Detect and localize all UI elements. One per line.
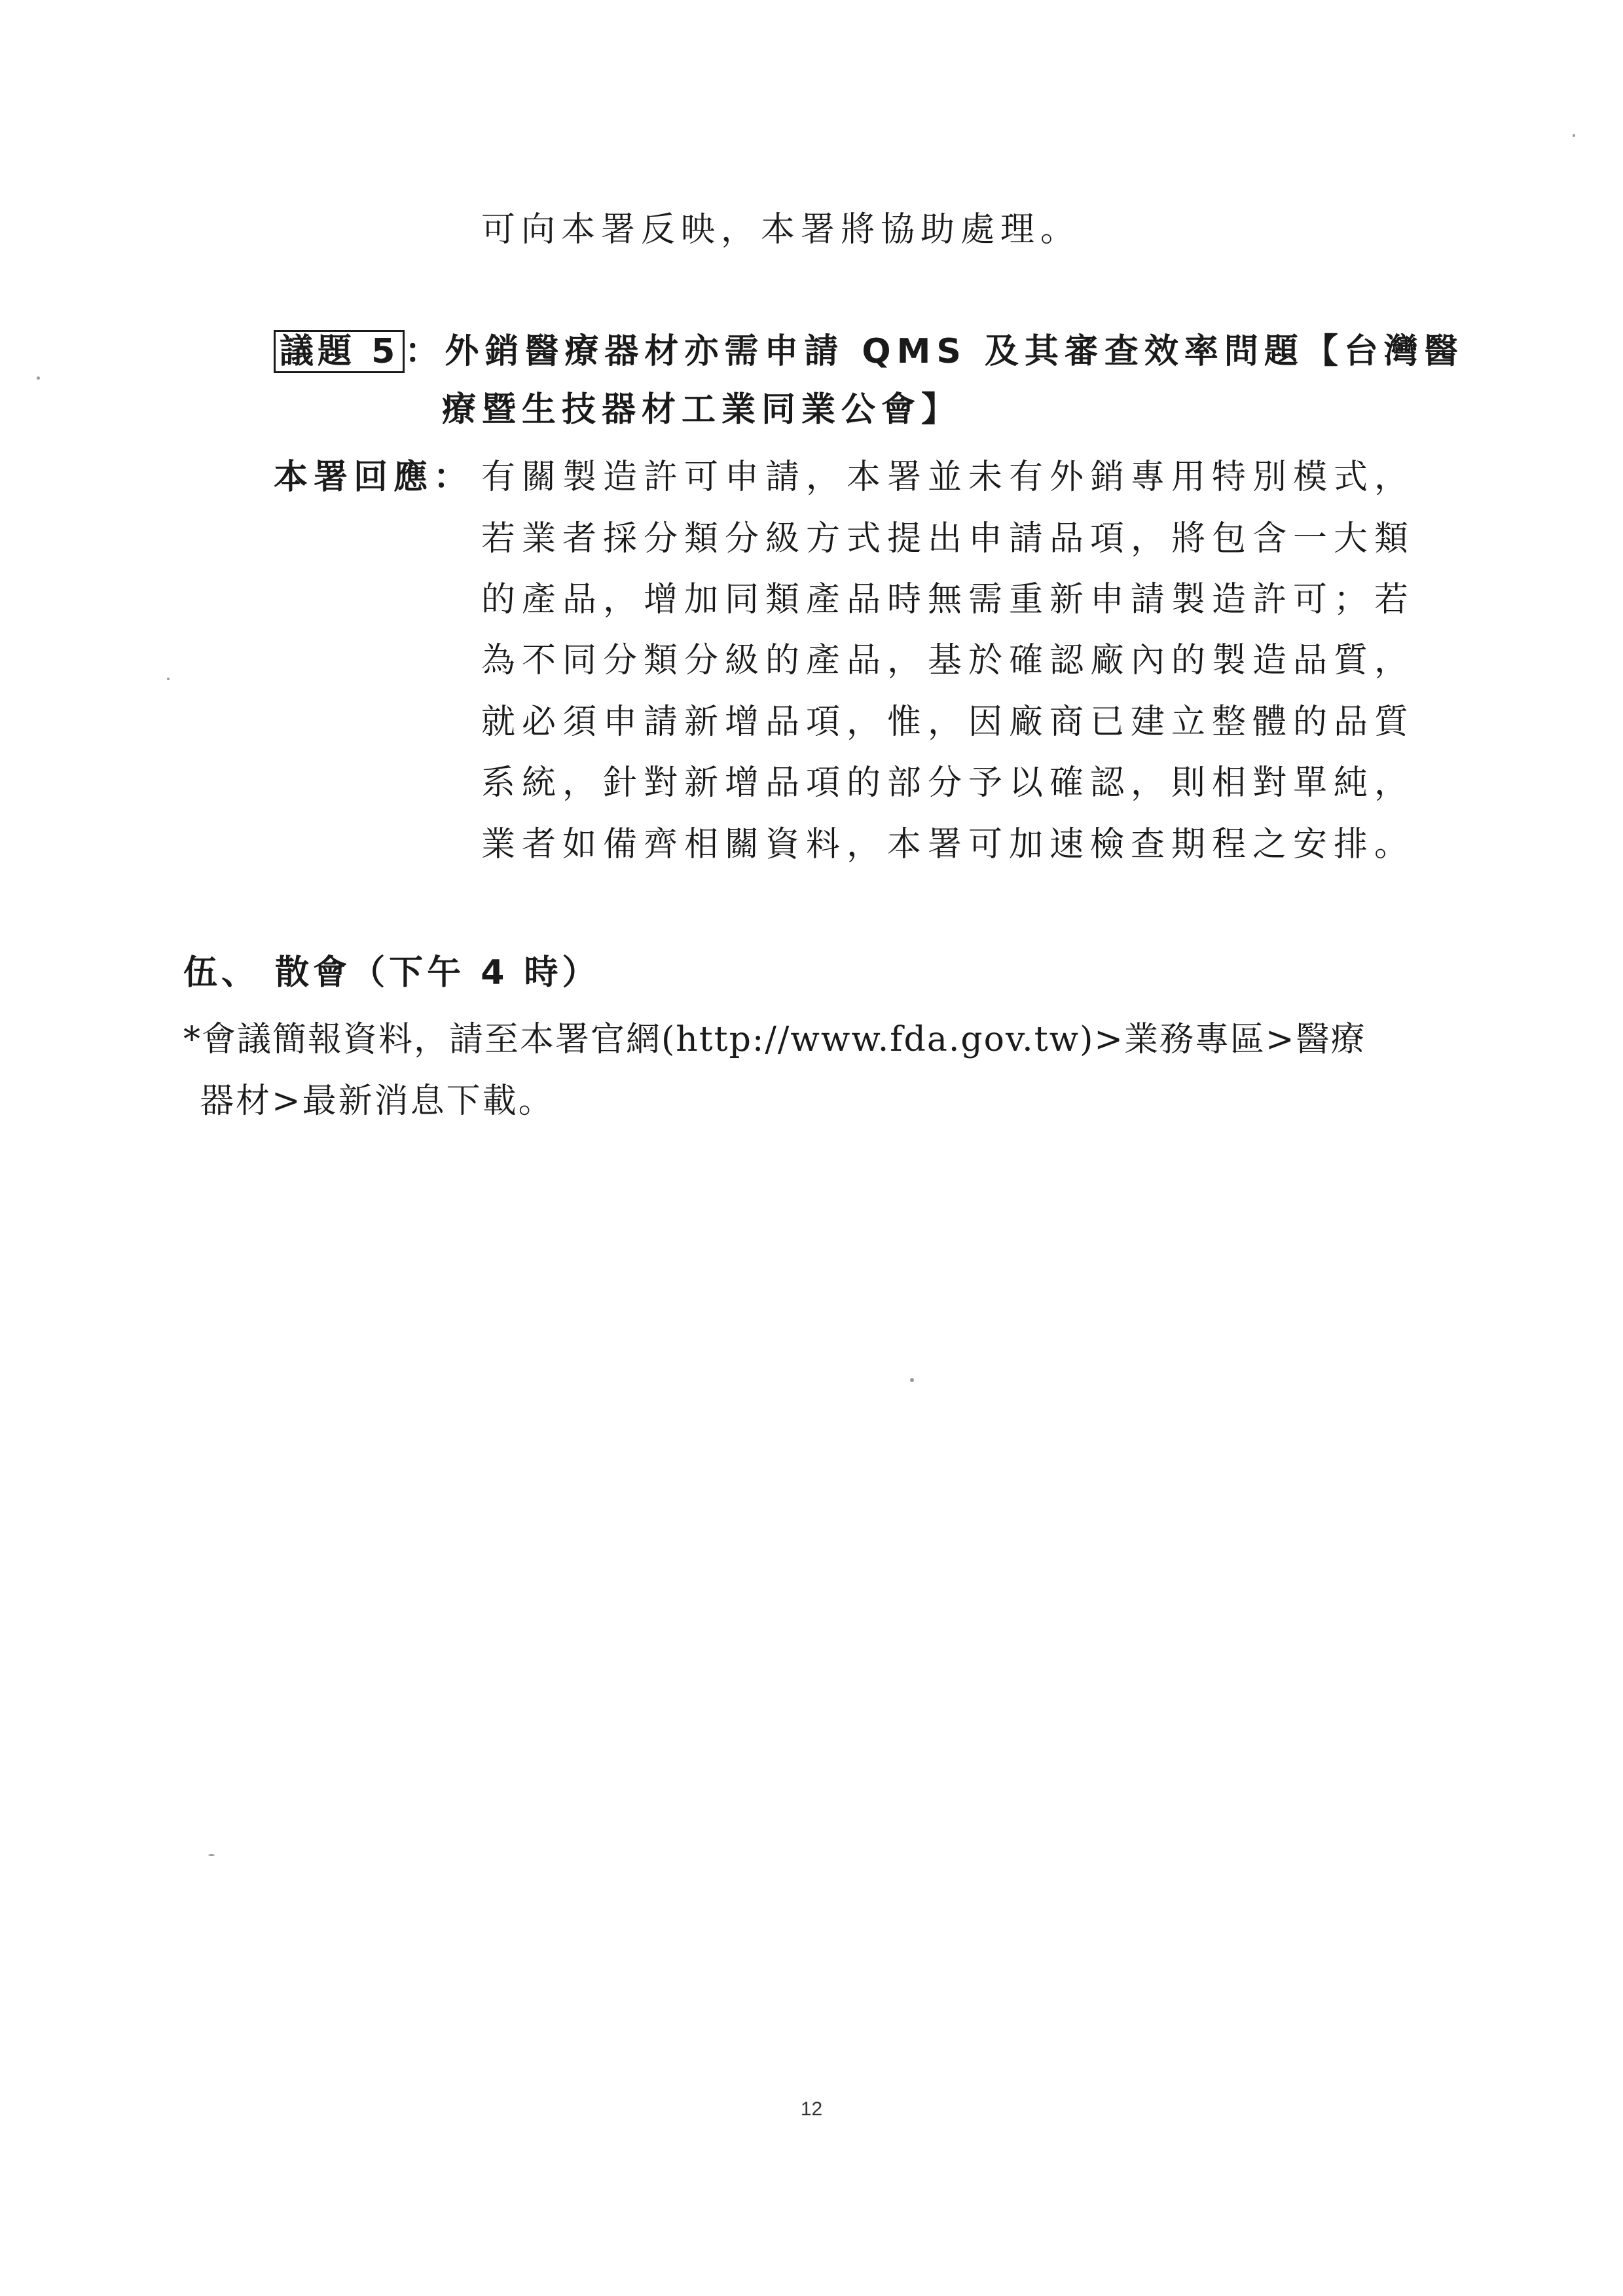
issue-title-line2: 療暨生技器材工業同業公會】 xyxy=(442,390,962,429)
scan-speck xyxy=(37,376,40,380)
response-line: 系統，針對新增品項的部分予以確認，則相對單純， xyxy=(481,763,1415,803)
page-number: 12 xyxy=(800,2098,823,2120)
issue-label: 議題 5 xyxy=(274,330,405,373)
scan-speck xyxy=(167,678,170,680)
response-line: 若業者採分類分級方式提出申請品項，將包含一大類 xyxy=(481,519,1415,558)
issue-title-line1: 外銷醫療器材亦需申請 QMS 及其審查效率問題【台灣醫 xyxy=(445,332,1464,371)
scan-speck xyxy=(1573,134,1575,137)
continuation-text: 可向本署反映，本署將協助處理。 xyxy=(481,210,1081,249)
response-line: 就必須申請新增品項，惟，因廠商已建立整體的品質 xyxy=(481,702,1415,742)
issue-colon: ： xyxy=(405,332,445,371)
response-line: 為不同分類分級的產品，基於確認廠內的製造品質， xyxy=(481,641,1415,680)
response-line: 業者如備齊相關資料，本署可加速檢查期程之安排。 xyxy=(481,825,1415,864)
scan-speck xyxy=(208,1854,215,1856)
response-line: 的產品，增加同類產品時無需重新申請製造許可；若 xyxy=(481,580,1415,619)
issue-heading xyxy=(274,328,1464,375)
note-line1: *會議簡報資料，請至本署官網(http://www.fda.gov.tw)>業務專區>醫療 xyxy=(183,1020,1366,1059)
response-label: 本署回應： xyxy=(274,458,474,497)
response-line: 有關製造許可申請，本署並未有外銷專用特別模式， xyxy=(481,458,1415,497)
scan-speck xyxy=(910,1378,914,1382)
section-heading: 伍、 散會（下午 4 時） xyxy=(183,953,600,993)
note-line2: 器材>最新消息下載。 xyxy=(200,1082,555,1121)
